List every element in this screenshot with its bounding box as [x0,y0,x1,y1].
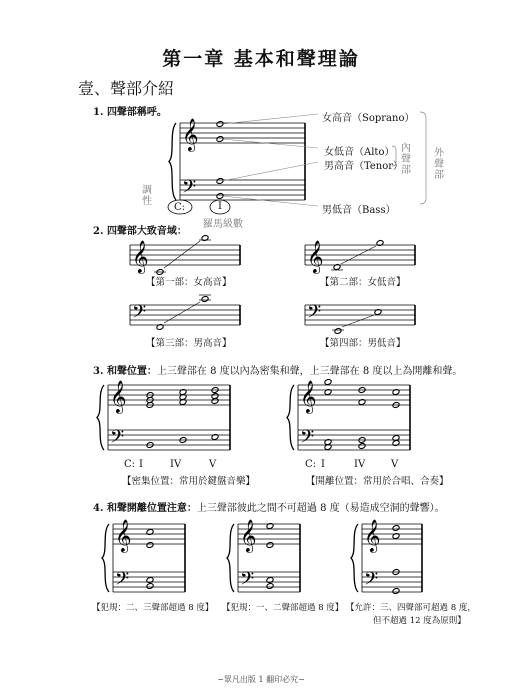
chord-note [392,533,400,540]
chord-note [324,379,332,386]
open-key: C: [305,459,317,470]
item-3-heading: 和聲位置： [106,366,157,377]
chord-note [266,542,274,549]
voice-pointer-line [222,139,318,148]
item-2-text: 四聲部大致音域： [106,226,187,237]
item-1-number: 1. [93,107,104,118]
rule3-treble-clef-icon: 𝄞 [364,519,381,552]
open-brace [287,385,294,450]
section-heading: 壹、聲部介紹 [78,79,175,98]
voices-brace [169,123,176,200]
range4-bass-clef-icon: 𝄢 [307,302,322,327]
label-inner-voices: 內聲部 [401,143,411,176]
rule2-bass-clef-icon: 𝄢 [240,569,255,594]
chord-note [146,583,154,590]
rule-caption-2: 【犯規：一、二聲部超過 8 度】 [222,603,344,613]
range1-high-note [201,235,209,242]
close-treble-clef-icon: 𝄞 [110,380,127,413]
roman-circle [210,200,230,214]
rule1-brace [102,524,109,592]
close-bass-clef-icon: 𝄢 [110,427,125,452]
outer-voices-bracket [420,112,426,204]
chord-note [146,542,154,549]
chord-note [266,583,274,590]
roman-numeral-one: I [218,201,222,212]
voice-pointer-line [222,162,318,181]
close-roman-1: I [139,459,143,470]
chord-note [211,434,219,441]
label-soprano: 女高音（Soprano） [322,113,415,124]
range4-low-note [334,328,342,335]
chord-note [358,443,366,450]
rule-caption-3: 【允許：三、四聲部可超過 8 度， [346,603,476,613]
chord-note [146,577,154,584]
label-outer-voices: 外聲部 [434,148,444,181]
open-roman-4: IV [354,459,366,470]
item-2-number: 2. [93,226,104,237]
close-brace [97,385,104,450]
range3-high-note [201,296,209,303]
open-caption: 【開離位置：常用於合唱、合奏】 [306,476,449,487]
close-caption: 【密集位置：常用於鍵盤音樂】 [122,476,256,487]
voices-treble-clef-icon: 𝄞 [182,118,199,151]
rule-caption-1: 【犯規：二、三聲部超過 8 度】 [92,603,214,613]
music-notation [97,112,426,594]
inner-voices-bracket [392,146,396,166]
chord-note [266,577,274,584]
range-caption-2: 【第二部：女低音】 [320,277,406,288]
range3-low-note [156,324,164,331]
chord-note [392,588,400,595]
chord-note [266,523,274,530]
chord-note [146,529,154,536]
chord-note [392,389,400,396]
voice-pointer-line [222,114,318,124]
label-key: 調性 [142,185,152,207]
rule1-treble-clef-icon: 𝄞 [115,519,132,552]
close-roman-5: V [209,459,217,470]
range-caption-3: 【第三部：男高音】 [146,338,232,349]
rule-caption-3b: 但不超過 12 度為原則】 [373,616,466,626]
page-title: 第一章 基本和聲理論 [162,48,360,70]
open-bass-clef-icon: 𝄢 [300,427,315,452]
close-roman-4: IV [170,459,182,470]
label-bass: 男低音（Bass） [322,205,396,216]
item-1-text: 四聲部稱呼。 [106,107,167,118]
chord-note [324,389,332,396]
range4-high-note [374,309,382,316]
range-caption-1: 【第一部：女高音】 [146,277,232,288]
voice-pointer-line [222,196,318,206]
item-4-heading: 和聲開離位置注意： [106,503,197,514]
close-key: C: [124,459,136,470]
label-tenor: 男高音（Tenor） [324,161,404,172]
label-alto: 女低音（Alto） [324,147,395,158]
rule3-brace [351,524,358,592]
key-c: C: [174,202,186,213]
rule2-treble-clef-icon: 𝄞 [240,519,257,552]
rule3-bass-clef-icon: 𝄢 [364,569,379,594]
range2-low-note [333,264,341,271]
range2-high-note [376,240,384,247]
range2-treble-clef-icon: 𝄞 [307,240,324,273]
item-3-text: 上三聲部在 8 度以內為密集和聲，上三聲部在 8 度以上為開離和聲。 [156,366,463,377]
chord-note [392,525,400,532]
open-roman-1: I [321,459,325,470]
item-4-number: 4. [93,503,104,514]
open-treble-clef-icon: 𝄞 [300,380,317,413]
rule2-brace [227,524,234,592]
range-caption-4: 【第四部：男低音】 [320,338,406,349]
range3-bass-clef-icon: 𝄢 [132,302,147,327]
item-4-text: 上三聲部彼此之間不可超過 8 度（易造成空洞的聲響）。 [196,503,445,514]
voices-bass-clef-icon: 𝄢 [182,177,197,202]
chord-note [358,399,366,406]
rule1-bass-clef-icon: 𝄢 [115,569,130,594]
label-roman-numeral: 羅馬級數 [203,219,243,230]
open-roman-5: V [391,459,399,470]
item-3-number: 3. [93,366,104,377]
range1-treble-clef-icon: 𝄞 [132,240,149,273]
key-circle [168,200,192,214]
page-footer: ~眾凡出版 1 翻印必究~ [217,675,305,684]
